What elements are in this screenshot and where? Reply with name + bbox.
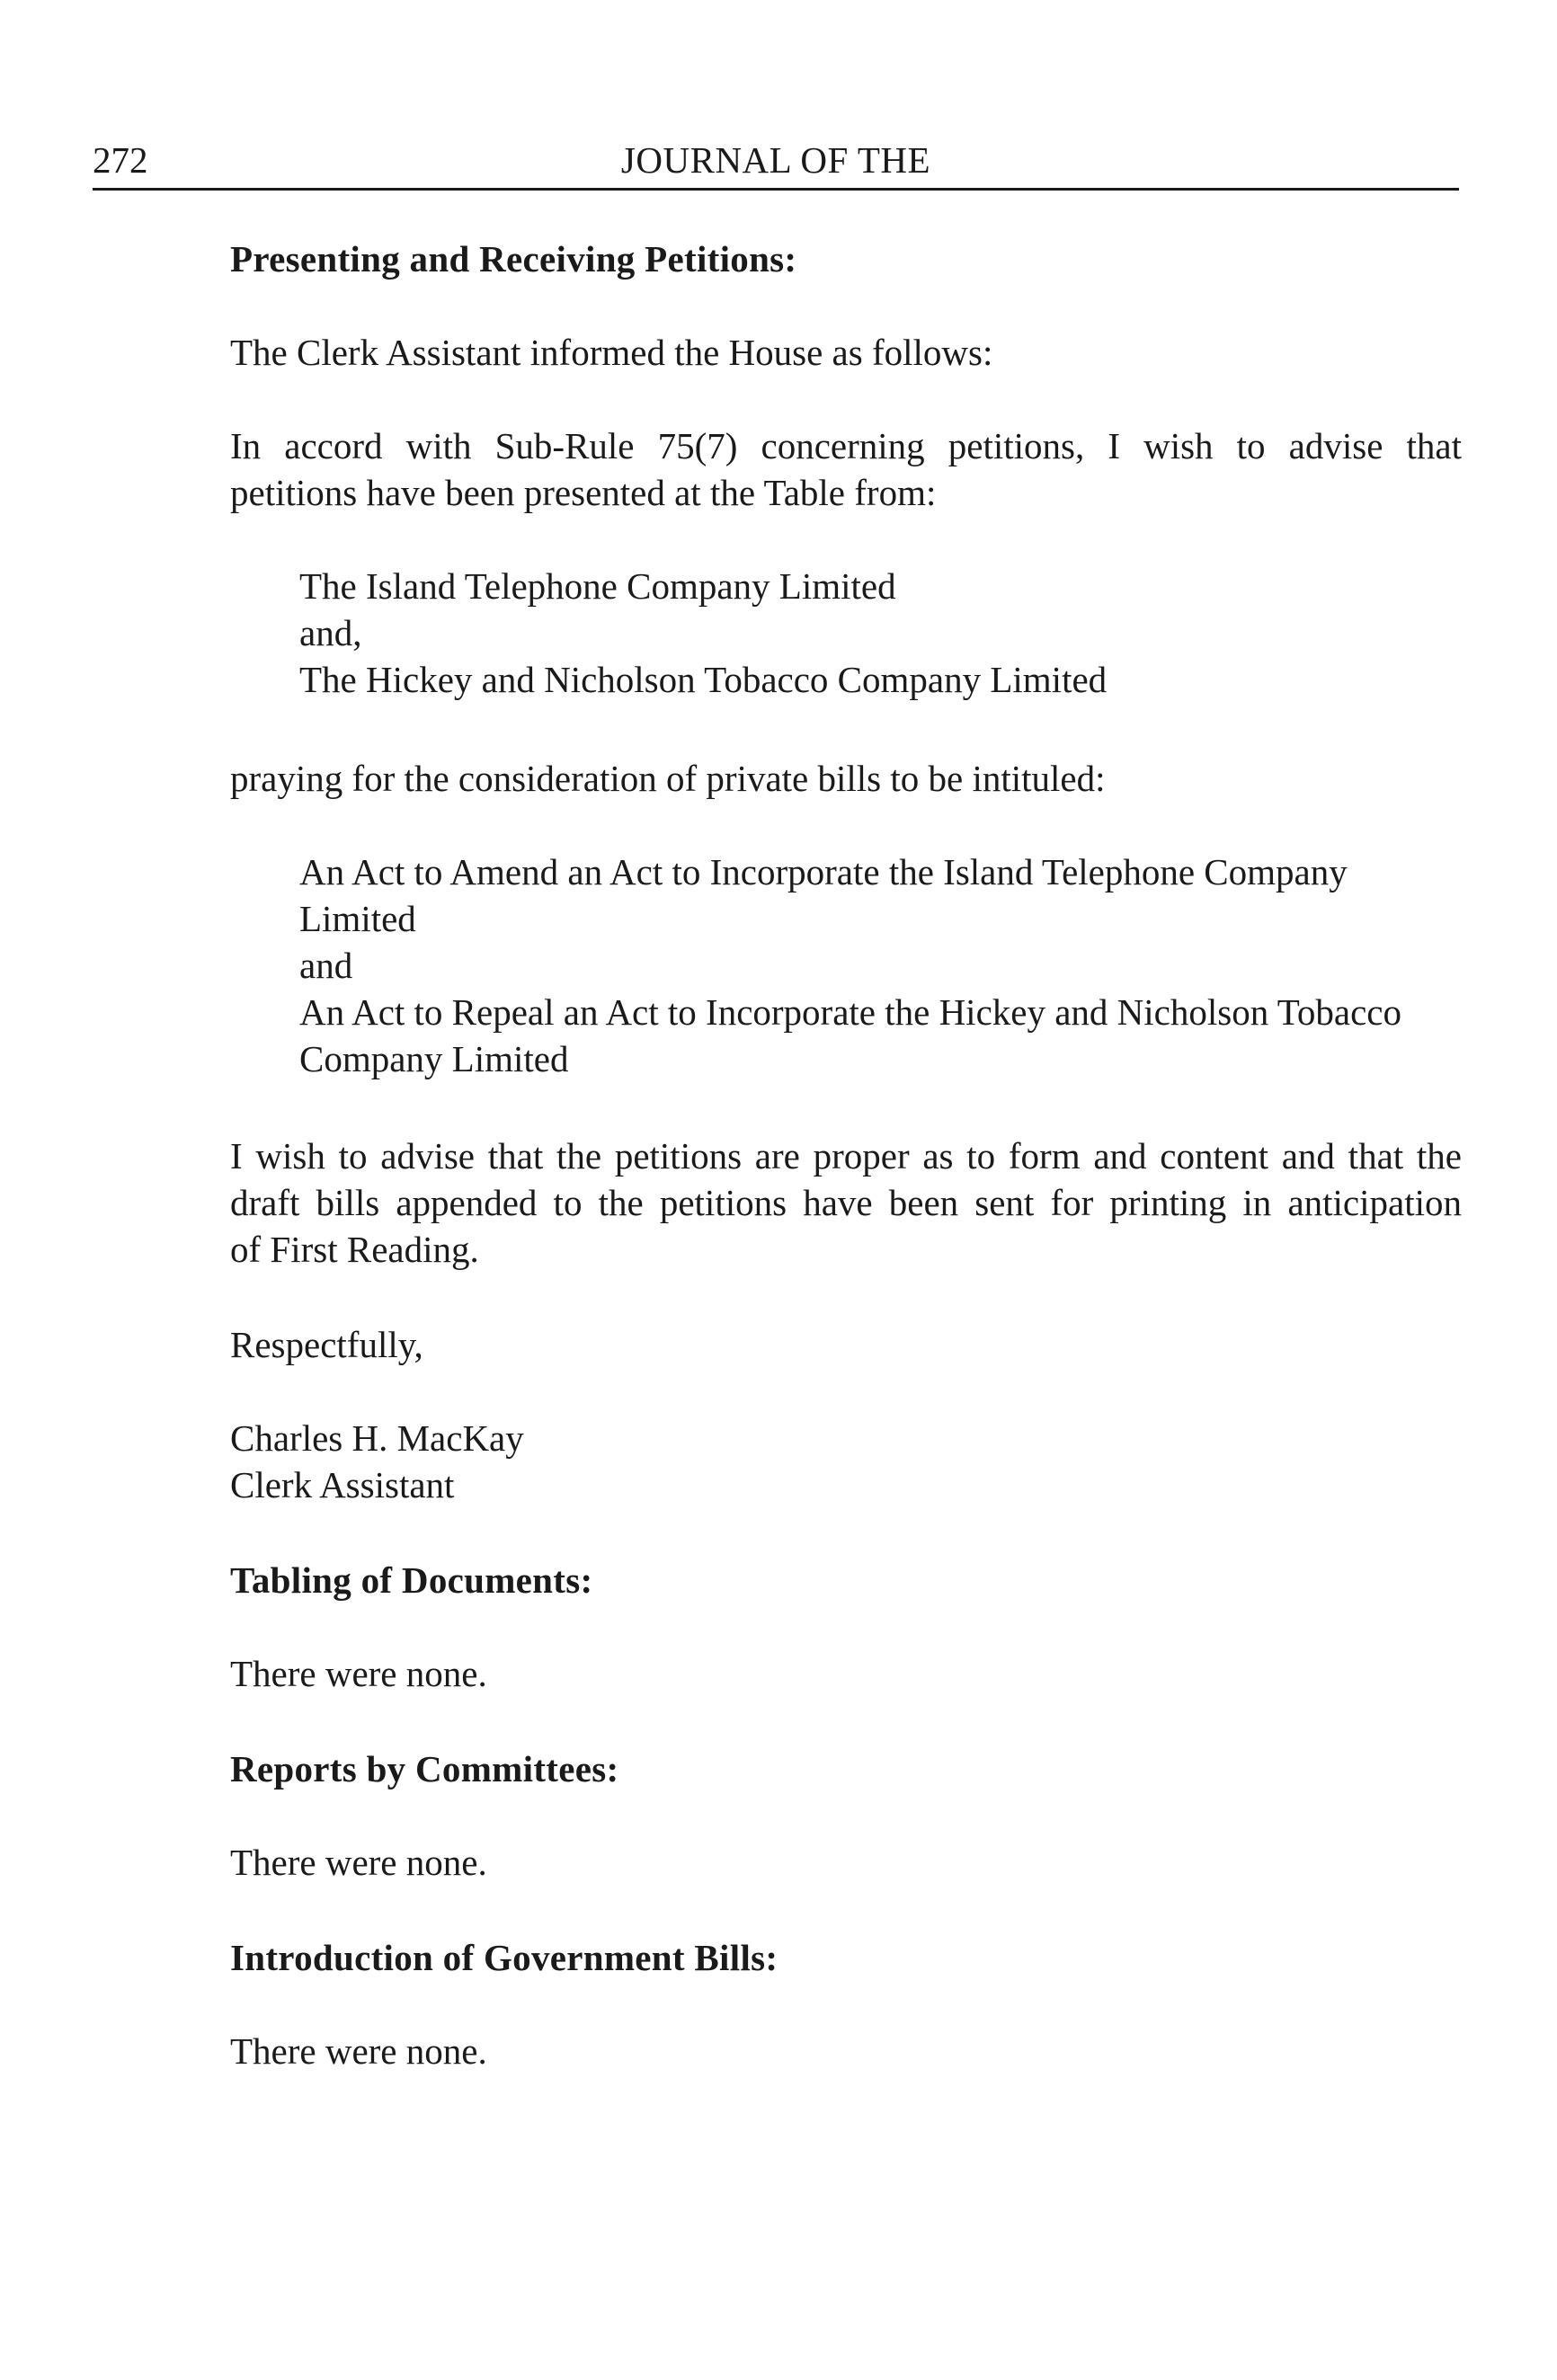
petitions-para1-line1: In accord with Sub-Rule 75(7) concerning petitions, I wish to advise that — [230, 425, 1462, 466]
petitions-para2-line3: of First Reading. — [230, 1229, 479, 1270]
closing: Respectfully, — [230, 1324, 423, 1365]
section-heading-tabling: Tabling of Documents: — [230, 1559, 593, 1601]
committees-body: There were none. — [230, 1842, 487, 1883]
petitions-praying: praying for the consideration of private bills to be intituled: — [230, 758, 1106, 799]
section-heading-committees: Reports by Committees: — [230, 1748, 619, 1789]
page-number: 272 — [93, 139, 148, 181]
running-head: JOURNAL OF THE — [620, 139, 931, 181]
petitions-para2-line1: I wish to advise that the petitions are proper as to form and content and that the — [230, 1135, 1462, 1177]
bill-1-line1: An Act to Amend an Act to Incorporate the Island Telephone Company — [299, 851, 1348, 892]
page-header — [93, 135, 1459, 185]
bill-and: and — [299, 945, 353, 986]
signer-title: Clerk Assistant — [230, 1464, 455, 1505]
section-heading-gov-bills: Introduction of Government Bills: — [230, 1937, 778, 1978]
signer-name: Charles H. MacKay — [230, 1417, 524, 1459]
petitions-para2-line2: draft bills appended to the petitions have been sent for printing in anticipation — [230, 1182, 1462, 1223]
bill-1-line2: Limited — [299, 898, 416, 939]
bill-2-line2: Company Limited — [299, 1038, 569, 1079]
petitioner-1: The Island Telephone Company Limited — [299, 565, 896, 607]
petitioner-2: The Hickey and Nicholson Tobacco Company Limited — [299, 659, 1108, 700]
bill-2-line1: An Act to Repeal an Act to Incorporate the Hickey and Nicholson Tobacco — [299, 991, 1401, 1033]
petitions-intro: The Clerk Assistant informed the House as follows: — [230, 332, 993, 373]
petitioner-and: and, — [299, 612, 362, 653]
gov-bills-body: There were none. — [230, 2030, 487, 2072]
petitions-para1-line2: petitions have been presented at the Table from: — [230, 472, 937, 513]
tabling-body: There were none. — [230, 1653, 487, 1694]
section-heading-petitions: Presenting and Receiving Petitions: — [230, 238, 797, 280]
header-rule — [93, 188, 1459, 191]
